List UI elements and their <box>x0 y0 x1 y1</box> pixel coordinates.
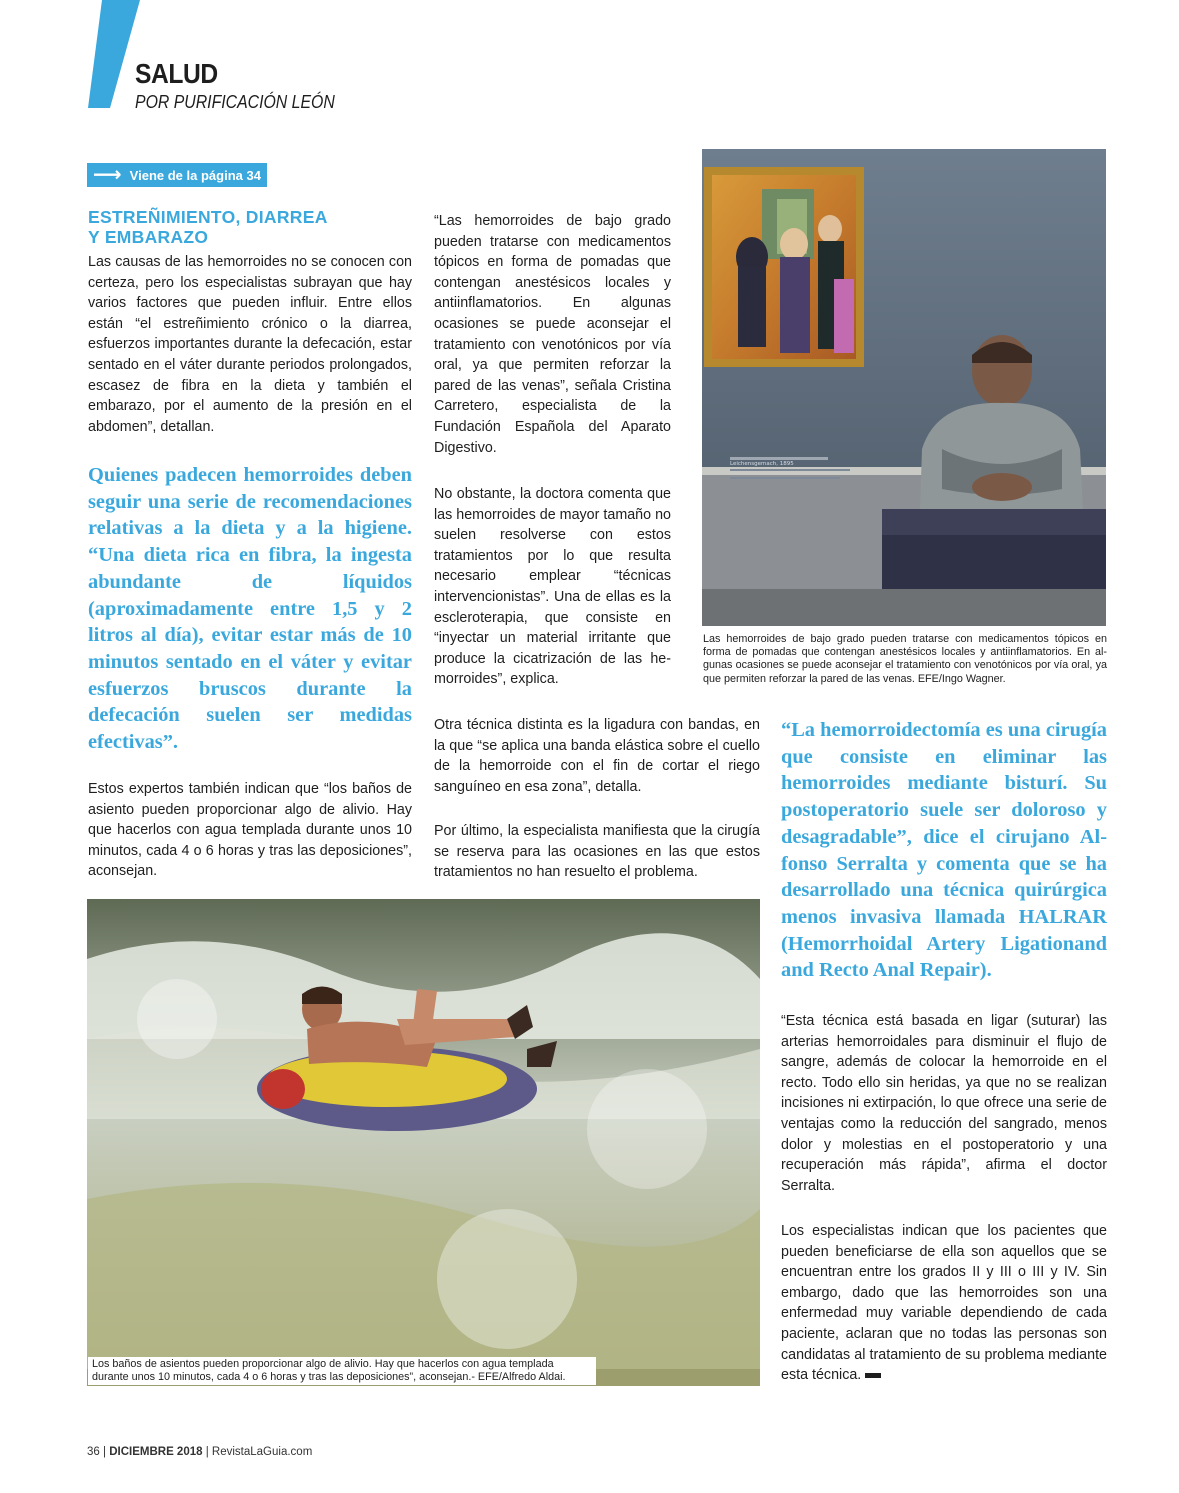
continued-from-label: Viene de la página 34 <box>129 167 261 183</box>
col1-paragraph-2: Estos expertos también indican que “los baños de asiento pueden proporcionar algo de alivio. Hay que hacerlos con agua templada durante unos 10 minutos, cada 4 o 6 horas y tras las deposiciones”, aconsejan. <box>88 781 412 880</box>
col2-paragraph-3: Otra técnica distinta es la ligadura con bandas, en la que “se aplica una banda elástica sobre el cuello de la hemorroide con el fin de cortar el riego sanguíneo en esa zona”, detalla. <box>434 717 760 795</box>
photo-museum <box>702 149 1106 626</box>
issue-date: DICIEMBRE 2018 <box>109 1446 203 1458</box>
page-number: 36 <box>87 1446 100 1458</box>
photo-museum-caption: Las hemorroides de bajo grado pueden tratarse con medicamentos tópicos en forma de pomadas que contengan anestésicos locales y antiinflamatorios. En algunas ocasiones se puede aconsejar el tratamiento con venotónicos por vía oral, ya que permiten reforzar la pared de las venas. EFE/Ingo Wagner. <box>703 633 1107 685</box>
photo-water-rafting <box>87 899 760 1386</box>
photo-water-caption: Los baños de asientos pueden proporcionar algo de alivio. Hay que hacerlos con agua templada durante unos 10 minutos, cada 4 o 6 horas y tras las deposiciones”, aconsejan.- EFE/Alfredo Aldai. <box>88 1357 596 1385</box>
magazine-website: RevistaLaGuia.com <box>211 1446 313 1458</box>
col3-paragraph-2-text: Los especialistas indican que los pacientes que pueden beneficiarse de ella son aquellos que se encuentran entre los grados II y III o III y IV. Sin embargo, dado que las hemorroides son una enfermedad muy variable dependiendo de cada paciente, aclaran que no todas las personas son candidatas al tratamiento de su problema mediante esta técnica. <box>781 1223 1107 1384</box>
arrow-right-icon: ⟶ <box>93 164 122 186</box>
col3-paragraph-1: “Esta técnica está basada en ligar (suturar) las arterias hemorroidales para disminuir el flujo de sangre, además de colocar la hemorroide en el recto. Todo ello sin heridas, ya que no se realizan incisiones ni extirpación, lo que ofrece una serie de ventajas como la reducción del sangrado, menos dolor y molestias en el postoperatorio y una recuperación más rápida”, afirma el doctor Serralta. <box>781 1013 1107 1194</box>
col3-paragraph-2 <box>781 1221 1107 1386</box>
author-byline: POR PURIFICACIÓN LEÓN <box>135 92 335 112</box>
pullquote-diet: Quienes padecen hemorroides deben seguir una serie de recomendaciones relativas a la dieta y a la higiene. “Una dieta rica en fibra, la ingesta abundante de líquidos (aproximadamente entre 1,5 y 2 litros al día), evitar estar más de 10 minutos sentado en el váter y evitar esfuerzos bruscos durante la defecación suelen ser medidas efectivas”. <box>88 464 412 754</box>
footer-separator: | <box>103 1446 106 1458</box>
section-title: SALUD <box>135 58 218 89</box>
wall-label-text: Leichensgemach, 1895 <box>730 461 794 467</box>
col2-paragraph-4: Por último, la especialista manifiesta que la cirugía se reserva para las ocasiones en las que estos tratamientos no han resuelto el problema. <box>434 823 760 881</box>
col2-paragraph-1: “Las hemorroides de bajo grado pueden tratarse con medicamentos tópicos en forma de pomadas que contengan anestésicos locales y antiinflamatorios. En algunas ocasiones se puede aconsejar el tratamiento con venotónicos por vía oral, ya que permiten reforzar la pared de las venas”, señala Cristina Carretero, especialista de la Fundación Española del Aparato Digestivo. <box>434 213 671 456</box>
continued-from-tag <box>87 163 267 187</box>
footer-separator-2: | <box>205 1446 209 1458</box>
end-mark-icon <box>865 1373 881 1378</box>
col1-paragraph-1: Las causas de las hemorroides no se conocen con certeza, pero los especialistas subrayan que hay varios factores que pueden influir. Entre ellos están “el estreñimiento crónico o la diarrea, esfuerzos importantes durante la defecación, estar sentado en el váter durante periodos prolongados, escasez de fibra en la dieta y también el embarazo, por el aumento de la presión en el abdomen”, detallan. <box>88 254 412 435</box>
col2-paragraph-2: No obstante, la doctora comenta que las hemorroides de mayor tamaño no suelen resolverse con estos tratamientos por lo que resulta necesario emplear “técnicas intervencionistas”. Una de ellas es la escleroterapia, que consiste en “inyectar un material irritante que produce la cicatrización de las hemorroides”, explica. <box>434 486 671 688</box>
section-accent-bar <box>88 0 140 108</box>
section-subhead: ESTREÑIMIENTO, DIARREA Y EMBARAZO <box>88 207 328 247</box>
pullquote-surgery: “La hemorroidectomía es una cirugía que consiste en eliminar las hemorroides mediante bisturí. Su postoperatorio suele ser doloroso y desagradable”, dice el cirujano Alfonso Serralta y comenta que se ha desarrollado una técnica quirúrgica menos invasiva llamada HALRAR (Hemorrhoidal Artery Ligationand and Recto Anal Repair). <box>781 719 1107 982</box>
page-footer <box>87 1446 312 1458</box>
